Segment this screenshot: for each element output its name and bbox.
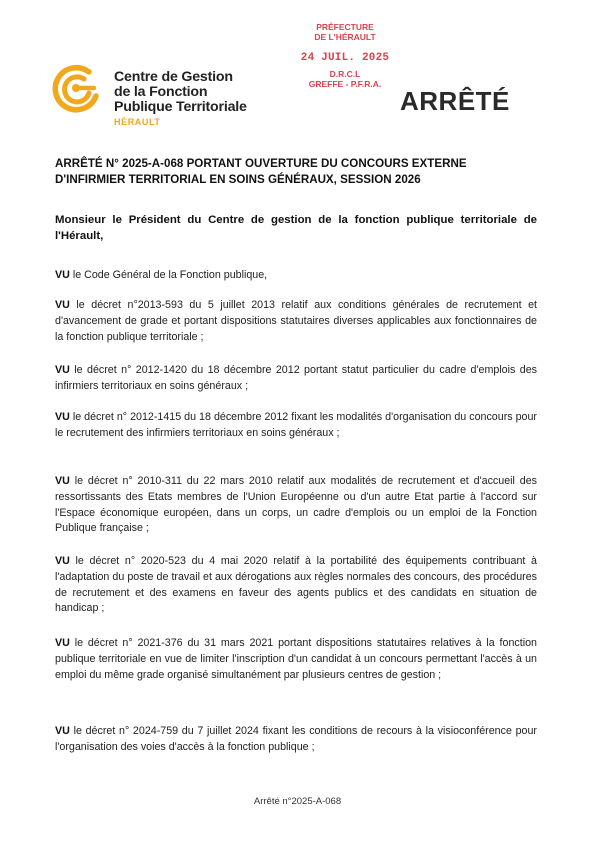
- vu-label: VU: [55, 299, 70, 311]
- visa-paragraph: [55, 724, 537, 756]
- page-footer-reference: Arrêté n°2025-A-068: [253, 796, 342, 807]
- org-department: HÉRAULT: [114, 116, 161, 127]
- vu-label: VU: [55, 637, 70, 649]
- vu-label: VU: [55, 475, 70, 487]
- org-name-line-1: Centre de Gestion: [114, 69, 233, 85]
- vu-label: VU: [55, 411, 70, 423]
- visa-text: le Code Général de la Fonction publique,: [72, 269, 268, 281]
- visa-text: le décret n° 2010-311 du 22 mars 2010 relatif aux modalités de recrutement et d'accueil des ressortissants des Etats membres de l'Union Européenne ou d'un autre Etat partie à l'accord sur l'Espace économique européen, dans un corps, un cadre d'emplois ou un emploi de la Fonction Publique française ;: [55, 475, 537, 535]
- prefecture-stamp: [290, 22, 400, 89]
- visa-paragraph: [55, 363, 537, 395]
- visa-paragraph: [55, 268, 537, 284]
- vu-label: VU: [55, 555, 70, 567]
- stamp-line-4: GREFFE - P.F.R.A.: [308, 79, 382, 89]
- visa-text: le décret n° 2012-1420 du 18 décembre 2012 portant statut particulier du cadre d'emplois des infirmiers territoriaux en soins généraux ;: [55, 364, 537, 392]
- visa-paragraph: [55, 554, 537, 617]
- visa-paragraph: [55, 474, 537, 537]
- organization-name: [114, 70, 247, 127]
- document-title-line-2: D'INFIRMIER TERRITORIAL EN SOINS GÉNÉRAUX, SESSION 2026: [55, 173, 421, 186]
- org-name-line-3: Publique Territoriale: [114, 99, 247, 116]
- stamp-date: 24 JUIL. 2025: [300, 52, 390, 64]
- cdg-logo-icon: [50, 62, 104, 116]
- document-title: [55, 156, 540, 188]
- intro-paragraph: Monsieur le Président du Centre de gestion de la fonction publique territoriale de l'Hérault,: [55, 214, 537, 242]
- vu-label: VU: [55, 364, 70, 376]
- stamp-line-2: DE L'HÉRAULT: [314, 32, 376, 42]
- visa-text: le décret n° 2024-759 du 7 juillet 2024 fixant les conditions de recours à la visioconférence pour l'organisation des voies d'accès à la fonction publique ;: [55, 725, 537, 753]
- document-title-line-1: ARRÊTÉ N° 2025-A-068 PORTANT OUVERTURE DU CONCOURS EXTERNE: [55, 157, 467, 170]
- visa-text: le décret n° 2012-1415 du 18 décembre 2012 fixant les modalités d'organisation du concours pour le recrutement des infirmiers territoriaux en soins généraux ;: [55, 411, 537, 439]
- vu-label: VU: [55, 269, 70, 281]
- stamp-line-1: PRÉFECTURE: [316, 22, 374, 32]
- visa-paragraph: [55, 410, 537, 442]
- stamp-line-3: D.R.C.L: [329, 69, 361, 79]
- document-type-heading: ARRÊTÉ: [400, 86, 510, 116]
- visa-text: le décret n°2013-593 du 5 juillet 2013 relatif aux conditions générales de recrutement et d'avancement de grade et portant dispositions statutaires diverses applicables aux fonctionnaires de la fonction publique territoriale ;: [55, 299, 537, 343]
- org-name-line-2: de la Fonction: [114, 84, 208, 101]
- vu-label: VU: [55, 725, 70, 737]
- visa-paragraph: [55, 636, 537, 683]
- visa-text: le décret n° 2020-523 du 4 mai 2020 relatif à la portabilité des équipements contribuant à l'adaptation du poste de travail et aux dérogations aux règles normales des concours, des procédures de recrutement et des examens en faveur des agents publics et des candidats en situation de handicap ;: [55, 555, 537, 615]
- visa-text: le décret n° 2021-376 du 31 mars 2021 portant dispositions statutaires relatives à la fonction publique territoriale en vue de limiter l'inscription d'un candidat à un concours permettant l'accès à un emploi du même grade organisé simultanément par plusieurs centres de gestion ;: [55, 637, 537, 681]
- visa-paragraph: [55, 298, 537, 345]
